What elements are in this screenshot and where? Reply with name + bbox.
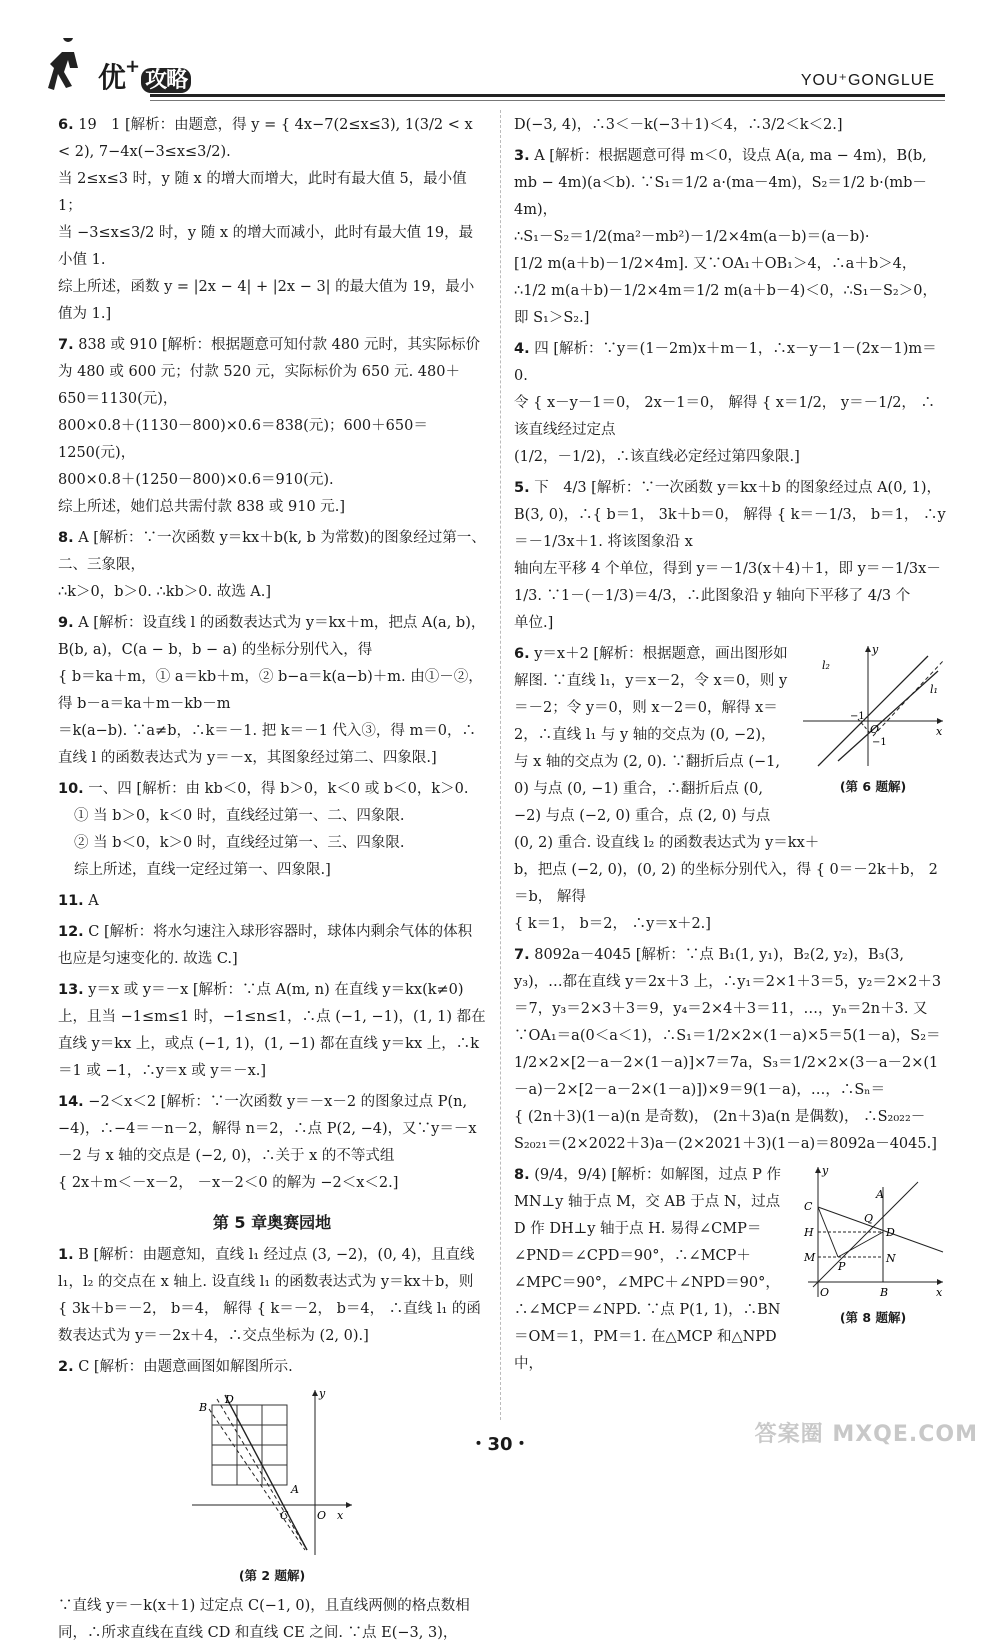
answer-text: 即 S₁＞S₂.]	[514, 310, 590, 326]
svg-text:P: P	[838, 1260, 846, 1273]
svg-text:y: y	[319, 1387, 326, 1400]
answer-text: B [解析：由题意知，直线 l₁ 经过点 (3, −2)，(0, 4)，且直线 l₁，l₂ 的交点在 x 轴上. 设直线 l₁ 的函数表达式为 y＝kx＋b，则	[58, 1247, 475, 1290]
question-number: 6.	[58, 117, 74, 133]
figure-caption: (第 8 题解)	[839, 1310, 907, 1325]
brand-sub: 攻略	[141, 68, 191, 93]
page-number: ・30・	[469, 1434, 531, 1455]
question-number: 14.	[58, 1094, 84, 1110]
svg-text:D: D	[225, 1393, 234, 1406]
olympiad-answer-8	[514, 1162, 948, 1378]
geometry-diagram-q8	[798, 1162, 948, 1302]
figure-q2	[58, 1385, 486, 1589]
answer-text: (1/2，－1/2)，∴该直线必定经过第四象限.]	[514, 449, 800, 465]
answer-text: 8092a－4045 [解析：∵点 B₁(1, y₁)，B₂(2, y₂)，B₃(3, y₃)，…都在直线 y＝2x＋3 上，∴y₁＝2×1＋3＝5，y₂＝2×2＋3＝7，y₃＝2×3＋3＝9，y₄＝2×4＋3＝11，…，yₙ＝2n＋3. 又∵OA₁＝a(0＜a＜1)，∴S₁＝1/2×2×(1－a)×5＝5(1－a)，S₂＝1/2×2×[2－a－2×(1－a)]×7＝7a，S₃＝1/2×2×(3－a－2×(1－a)－2×[2－a－2×(1－a)])×9＝9(1－a)，…，∴Sₙ＝	[514, 947, 942, 1098]
svg-text:l₁: l₁	[930, 683, 938, 696]
header-tagline: YOU⁺GONGLUE	[800, 72, 935, 89]
svg-text:O: O	[870, 723, 880, 736]
brand-logo	[98, 56, 191, 96]
grid-diagram-q2	[187, 1385, 357, 1560]
figure-caption: (第 6 题解)	[839, 779, 907, 794]
svg-text:O: O	[317, 1509, 327, 1522]
answer-2-continued	[514, 112, 948, 139]
question-number: 8.	[514, 1167, 530, 1183]
question-number: 12.	[58, 924, 84, 940]
answer-text: ∴1/2 m(a＋b)－1/2×4m＝1/2 m(a＋b－4)＜0，∴S₁－S₂＞0，	[514, 283, 937, 299]
header-rule	[150, 94, 945, 97]
question-number: 3.	[514, 148, 530, 164]
answer-13	[58, 977, 486, 1085]
answer-8	[58, 525, 486, 606]
answer-text: { b＝ka＋m，① a＝kb＋m，② b−a＝k(a−b)＋m. 由①－②，得 b－a＝ka＋m－kb－m	[58, 669, 483, 712]
answer-text: A	[88, 893, 99, 909]
section-title: 第 5 章奥赛园地	[212, 1213, 332, 1232]
svg-text:−1: −1	[872, 737, 887, 748]
figure-caption: (第 2 题解)	[238, 1568, 306, 1583]
svg-text:x: x	[337, 1509, 344, 1522]
answer-text: 轴向左平移 4 个单位，得到 y＝－1/3(x＋4)＋1，即 y＝－1/3x－	[514, 561, 941, 577]
runner-logo-icon	[40, 38, 90, 98]
left-column	[58, 108, 486, 1647]
svg-text:B: B	[880, 1286, 889, 1299]
svg-text:A: A	[291, 1483, 299, 1496]
answer-text: (9/4，9/4) [解析：如解图，过点 P 作 MN⊥y 轴于点 M，交 AB 于点 N，过点 D 作 DH⊥y 轴于点 H. 易得∠CMP＝∠PND＝∠CPD＝90°，∴∠MCP＋∠MPC＝90°，∠MPC＋∠NPD＝90°，∴∠MCP＝∠NPD. ∵点 P(1, 1)，∴BN＝OM＝1，PM＝1. 在△MCP 和△NPD 中，	[514, 1167, 781, 1372]
brand-main: 优	[98, 61, 126, 94]
question-number: 1.	[58, 1247, 74, 1263]
answer-text: −2＜x＜2 [解析：∵一次函数 y＝－x－2 的图象过点 P(n, −4)，∴−4＝－n－2，解得 n＝2，∴点 P(2, −4)，又∵y＝－x－2 与 x 轴的交点是 (−2, 0)，∴关于 x 的不等式组	[58, 1094, 477, 1164]
answer-text: 19 1 [解析：由题意，得 y = { 4x−7(2≤x≤3), 1(3/2 < x < 2), 7−4x(−3≤x≤3/2).	[58, 117, 473, 160]
answer-text: D(−3, 4)，∴3＜－k(−3＋1)＜4，∴3/2＜k＜2.]	[514, 117, 843, 133]
answer-text: ＝k(a−b). ∵a≠b，∴k＝－1. 把 k＝－1 代入③，得 m＝0，∴直线 l 的函数表达式为 y＝－x，其图象经过第二、四象限.]	[58, 723, 477, 766]
olympiad-answer-4	[514, 336, 948, 471]
answer-7	[58, 332, 486, 521]
question-number: 9.	[58, 615, 74, 631]
olympiad-answer-1	[58, 1242, 486, 1350]
svg-text:B: B	[199, 1401, 208, 1414]
answer-text: 综上所述，她们总共需付款 838 或 910 元.]	[58, 499, 346, 515]
svg-text:−1: −1	[850, 711, 865, 722]
svg-text:l₂: l₂	[822, 659, 830, 672]
answer-text: 令 { x－y－1＝0， 2x－1＝0， 解得 { x＝1/2， y＝－1/2， ∴该直线经过定点	[514, 395, 936, 438]
answer-text: [1/2 m(a＋b)－1/2×4m]. 又∵OA₁＋OB₁＞4，∴a＋b＞4，	[514, 256, 917, 272]
svg-text:C: C	[280, 1509, 289, 1522]
answer-text: 综上所述，函数 y = |2x − 4| + |2x − 3| 的最大值为 19，最小值为 1.]	[58, 279, 475, 322]
answer-text: ② 当 b＜0，k＞0 时，直线经过第一、三、四象限.	[74, 835, 405, 851]
answer-text: 单位.]	[514, 615, 554, 631]
header-rule-thin	[150, 100, 945, 101]
svg-text:O: O	[820, 1286, 830, 1299]
svg-text:x: x	[936, 1286, 943, 1299]
answer-text: 综上所述，直线一定经过第一、四象限.]	[74, 862, 331, 878]
answer-text: y＝x 或 y＝－x [解析：∵点 A(m, n) 在直线 y＝kx(k≠0) 上，且当 −1≤m≤1 时，−1≤n≤1，∴点 (−1, −1)，(1, 1) 都在直线 y＝kx 上，或点 (−1, 1)，(1, −1) 都在直线 y＝kx 上，∴k＝1 或 −1，∴y＝x 或 y＝－x.]	[58, 982, 486, 1079]
figure-q8	[798, 1162, 948, 1331]
olympiad-answer-5	[514, 475, 948, 637]
answer-text: ① 当 b＞0，k＜0 时，直线经过第一、二、四象限.	[74, 808, 405, 824]
svg-text:y: y	[872, 643, 879, 656]
answer-12	[58, 919, 486, 973]
answer-text: 838 或 910 [解析：根据题意可知付款 480 元时，其实际标价为 480 或 600 元；付款 520 元，实际标价为 650 元. 480＋650＝1130(元)，	[58, 337, 480, 407]
svg-text:x: x	[936, 725, 943, 738]
figure-q6	[798, 641, 948, 800]
answer-text: ∴S₁－S₂＝1/2(ma²－mb²)－1/2×4m(a－b)＝(a－b)·	[514, 229, 870, 245]
answer-6	[58, 112, 486, 328]
answer-text: 800×0.8＋(1250－800)×0.6＝910(元).	[58, 472, 334, 488]
answer-text: 当 2≤x≤3 时，y 随 x 的增大而增大，此时有最大值 5，最小值 1；	[58, 171, 467, 214]
answer-text: A [解析：设直线 l 的函数表达式为 y＝kx＋m，把点 A(a, b)，B(b, a)，C(a − b，b − a) 的坐标分别代入，得	[58, 615, 486, 658]
answer-text: 一、四 [解析：由 kb＜0，得 b＞0，k＜0 或 b＜0，k＞0.	[88, 781, 469, 797]
answer-text: ∴k＞0，b＞0. ∴kb＞0. 故选 A.]	[58, 584, 272, 600]
answer-text: 下 4/3 [解析：∵一次函数 y＝kx＋b 的图象经过点 A(0, 1)，B(3, 0)，∴{ b＝1， 3k＋b＝0， 解得 { k＝－1/3， b＝1， ∴y＝－1/3x＋1. 将该图象沿 x	[514, 480, 946, 550]
olympiad-answer-3	[514, 143, 948, 332]
answer-11	[58, 888, 486, 915]
column-divider	[500, 110, 501, 1420]
olympiad-answer-6	[514, 641, 948, 938]
question-number: 11.	[58, 893, 84, 909]
svg-text:H: H	[804, 1226, 814, 1239]
answer-text: { 2x＋m＜－x－2， －x－2＜0 的解为 −2＜x＜2.]	[58, 1175, 399, 1191]
svg-text:A: A	[876, 1188, 884, 1201]
svg-text:y: y	[822, 1164, 829, 1177]
answer-text: C [解析：由题意画图如解图所示.	[78, 1359, 293, 1375]
answer-text: 四 [解析：∵y＝(1－2m)x＋m－1，∴x－y－1－(2x－1)m＝0.	[514, 341, 937, 384]
answer-text: A [解析：根据题意可得 m＜0，设点 A(a, ma − 4m)，B(b, mb − 4m)(a＜b). ∵S₁＝1/2 a·(ma－4m)，S₂＝1/2 b·(mb－4m)，	[514, 148, 927, 218]
question-number: 5.	[514, 480, 530, 496]
answer-9	[58, 610, 486, 772]
svg-text:N: N	[886, 1252, 896, 1265]
answer-text: 1/3. ∵1－(－1/3)＝4/3，∴此图象沿 y 轴向下平移了 4/3 个	[514, 588, 911, 604]
answer-text: b，把点 (−2, 0)，(0, 2) 的坐标分别代入，得 { 0＝－2k＋b， 2＝b， 解得	[514, 862, 938, 905]
svg-text:M: M	[804, 1251, 816, 1264]
answer-text: C [解析：将水匀速注入球形容器时，球体内剩余气体的体积也应是匀速变化的. 故选 C.]	[58, 924, 473, 967]
question-number: 2.	[58, 1359, 74, 1375]
answer-text: { k＝1， b＝2， ∴y＝x＋2.]	[514, 916, 711, 932]
answer-10	[58, 776, 486, 884]
svg-text:C: C	[804, 1200, 813, 1213]
question-number: 7.	[58, 337, 74, 353]
answer-text: 800×0.8＋(1130－800)×0.6＝838(元)；600＋650＝1250(元)，	[58, 418, 428, 461]
page-header	[30, 34, 945, 102]
watermark-logo: 答案圈 MXQE.COM	[754, 1422, 978, 1447]
olympiad-answer-7	[514, 942, 948, 1158]
line-diagram-q6	[798, 641, 948, 771]
question-number: 6.	[514, 646, 530, 662]
answer-text: 当 −3≤x≤3/2 时，y 随 x 的增大而减小，此时有最大值 19，最小值 1.	[58, 225, 474, 268]
question-number: 8.	[58, 530, 74, 546]
question-number: 10.	[58, 781, 84, 797]
answer-text: { (2n＋3)(1－a)(n 是奇数)， (2n＋3)a(n 是偶数)， ∴S₂₀₂₂－S₂₀₂₁＝(2×2022＋3)a－(2×2021＋3)(1－a)＝8092a－4045.]	[514, 1109, 937, 1152]
question-number: 4.	[514, 341, 530, 357]
brand-plus: +	[125, 56, 140, 77]
svg-text:D: D	[886, 1226, 895, 1239]
olympiad-answer-2	[58, 1354, 486, 1647]
question-number: 13.	[58, 982, 84, 998]
svg-text:Q: Q	[864, 1212, 874, 1225]
answer-text: A [解析：∵一次函数 y＝kx＋b(k, b 为常数)的图象经过第一、二、三象限，	[58, 530, 486, 573]
answer-text: ∵直线 y＝－k(x＋1) 过定点 C(−1, 0)，且直线两侧的格点数相同，∴所求直线在直线 CD 和直线 CE 之间. ∵点 E(−3, 3)，	[58, 1598, 470, 1641]
answer-text: y＝x＋2 [解析：根据题意，画出图形如解图. ∵直线 l₁，y＝x－2，令 x＝0，则 y＝－2；令 y＝0，则 x－2＝0，解得 x＝2，∴直线 l₁ 与 y 轴的交点为 (0, −2)，与 x 轴的交点为 (2, 0). ∵翻折后点 (−1, 0) 与点 (0, −1) 重合，∴翻折后点 (0, −2) 与点 (−2, 0) 重合，点 (2, 0) 与点 (0, 2) 重合. 设直线 l₂ 的函数表达式为 y＝kx＋	[514, 646, 820, 851]
answer-14	[58, 1089, 486, 1197]
question-number: 7.	[514, 947, 530, 963]
answer-text: { 3k＋b＝－2， b＝4， 解得 { k＝－2， b＝4， ∴直线 l₁ 的函数表达式为 y＝－2x＋4，∴交点坐标为 (2, 0).]	[58, 1301, 481, 1344]
right-column	[514, 108, 948, 1378]
